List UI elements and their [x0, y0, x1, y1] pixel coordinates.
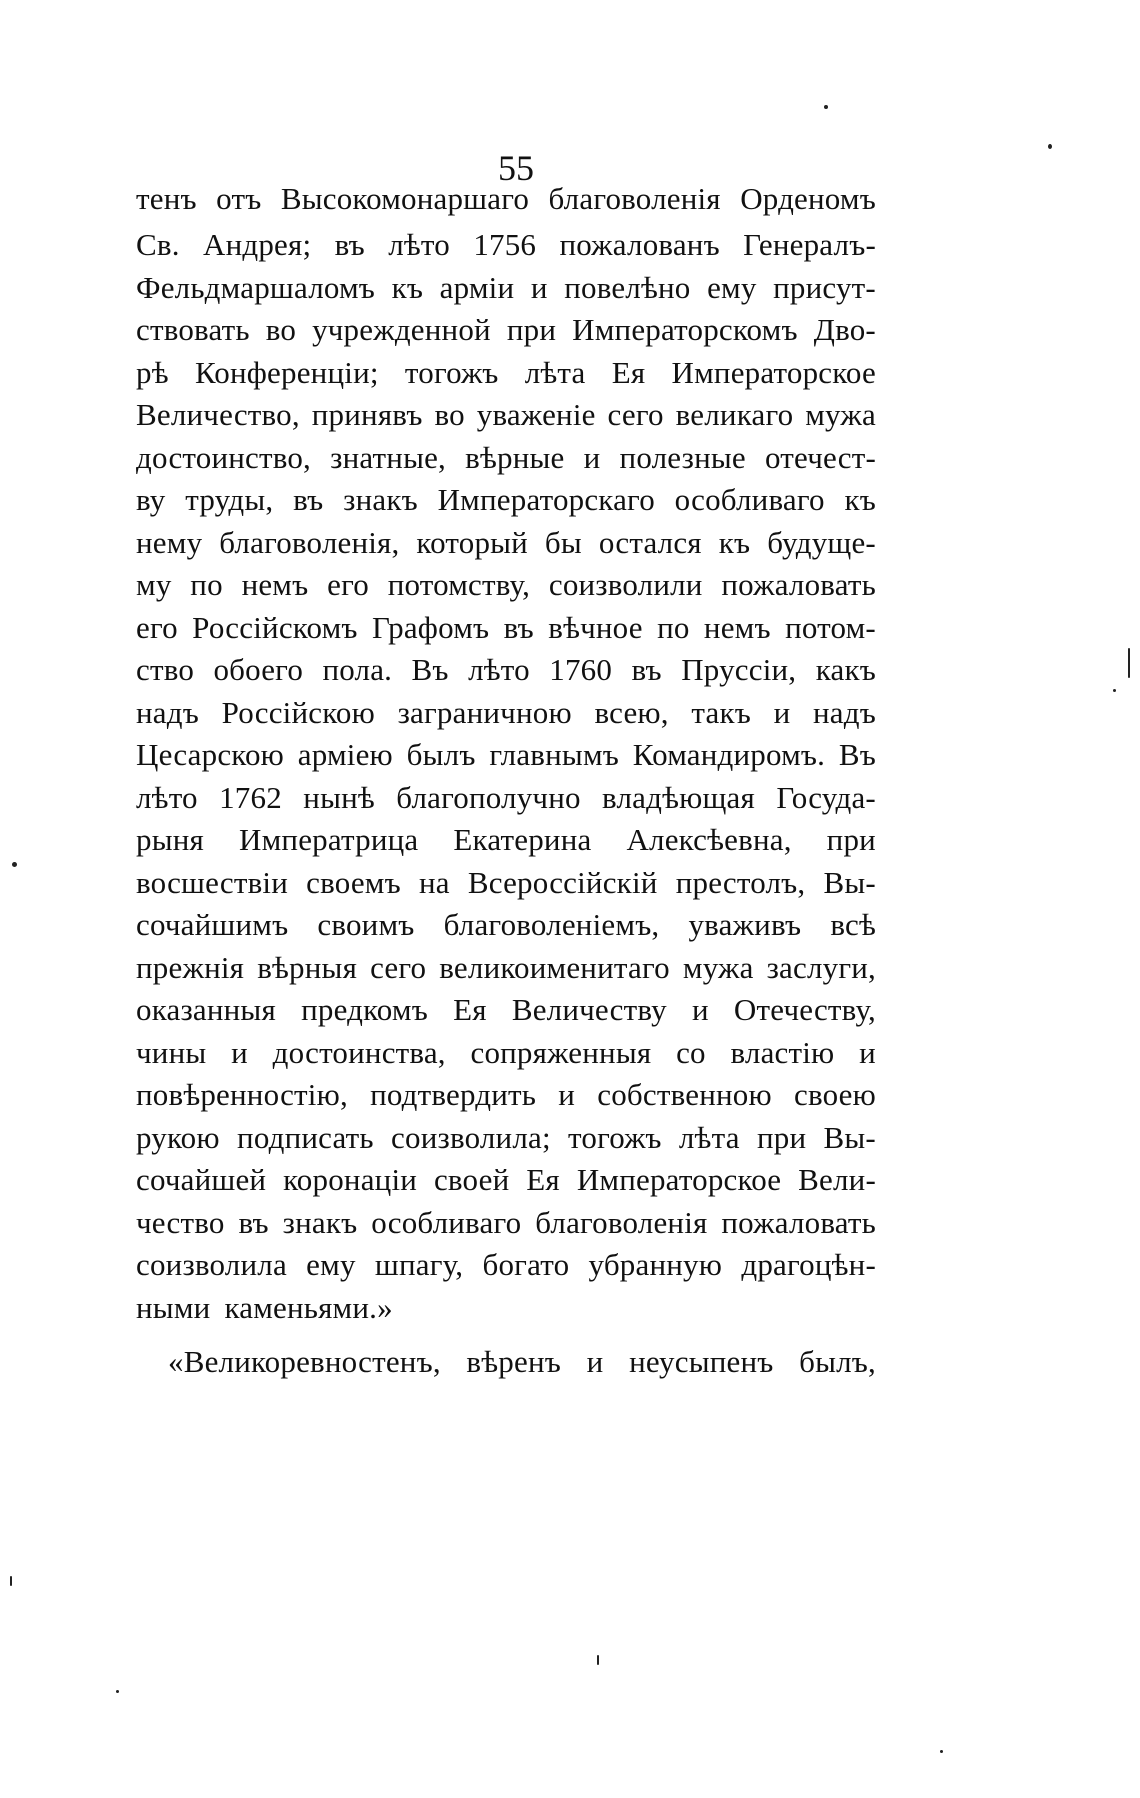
word: Конференціи;	[194, 355, 379, 390]
word: достоинство,	[136, 440, 312, 475]
word: престолъ,	[675, 865, 806, 900]
word: особливаго	[371, 1205, 522, 1240]
word: своей	[433, 1162, 510, 1197]
text-line	[136, 393, 876, 437]
word: къ	[844, 482, 876, 517]
word: владѣющая	[602, 780, 755, 815]
word: ными	[136, 1290, 211, 1325]
word: въ	[293, 482, 324, 517]
word: Госуда-	[776, 780, 876, 815]
word: благоволенія	[548, 181, 721, 216]
word: особливаго	[674, 482, 825, 517]
word: соизволили	[548, 567, 703, 602]
word: соизволила;	[391, 1120, 551, 1155]
text-line	[136, 436, 876, 480]
word: прежнія	[136, 950, 245, 985]
word: ву	[136, 482, 166, 517]
word: своемъ	[306, 865, 401, 900]
word: Высокомонаршаго	[280, 181, 530, 216]
word: благоволеніемъ,	[443, 907, 660, 942]
word: къ	[391, 270, 424, 305]
word: отъ	[216, 181, 262, 216]
word: убранную	[588, 1247, 723, 1282]
text-line	[136, 946, 876, 990]
word: лѣто	[468, 652, 530, 687]
word: Всероссійскій	[467, 865, 658, 900]
word: лѣта	[678, 1120, 740, 1155]
word: благоволенія,	[219, 525, 400, 560]
text-line	[136, 223, 876, 267]
word: тогожъ	[404, 355, 499, 390]
word: и	[583, 440, 601, 475]
word: который	[416, 525, 528, 560]
word: на	[418, 865, 450, 900]
word: Величество,	[136, 397, 300, 432]
word: Ея	[526, 1162, 560, 1197]
text-line	[136, 1201, 876, 1245]
word: Дво-	[813, 312, 876, 347]
word: повелѣно	[564, 270, 691, 305]
word: главнымъ	[489, 737, 619, 772]
word: немъ	[703, 610, 771, 645]
cropped-heading-fragment	[360, 0, 500, 2]
word: во	[434, 397, 465, 432]
word: надъ	[136, 695, 199, 730]
word: ство	[136, 652, 195, 687]
word: подписать	[237, 1120, 374, 1155]
word: Въ	[838, 737, 876, 772]
word: арміи	[439, 270, 515, 305]
word: лѣто	[388, 227, 450, 262]
text-line	[136, 1116, 876, 1160]
scan-speck	[10, 1576, 12, 1586]
word: бы	[544, 525, 582, 560]
scan-speck	[940, 1750, 943, 1753]
word: Величеству	[511, 992, 667, 1027]
text-line	[168, 1340, 876, 1384]
scan-speck	[1128, 648, 1130, 678]
text-line	[136, 351, 876, 395]
text-line	[136, 266, 876, 310]
word: властію	[730, 1035, 835, 1070]
word: какъ	[815, 652, 876, 687]
word: Графомъ	[371, 610, 490, 645]
word: Въ	[411, 652, 449, 687]
word: великоименитаго	[439, 950, 670, 985]
word: Орденомъ	[740, 181, 876, 216]
word: потом-	[785, 610, 876, 645]
word: полезные	[619, 440, 746, 475]
word: Вели-	[798, 1162, 876, 1197]
word: по	[657, 610, 690, 645]
word: чество	[136, 1205, 225, 1240]
text-line	[136, 478, 876, 522]
word: знакъ	[343, 482, 418, 517]
word: Вы-	[823, 865, 876, 900]
text-line	[136, 521, 876, 565]
word: знатные,	[330, 440, 447, 475]
word: Екатерина	[453, 822, 592, 857]
word: уваживъ	[688, 907, 802, 942]
word: своимъ	[317, 907, 415, 942]
word: надъ	[813, 695, 876, 730]
text-line	[136, 606, 876, 650]
word: вѣрные	[465, 440, 565, 475]
word: му	[136, 567, 172, 602]
word: по	[190, 567, 223, 602]
page-number: 55	[498, 148, 534, 188]
word: тенъ	[136, 181, 197, 216]
word: Ея	[611, 355, 646, 390]
word: своею	[794, 1077, 876, 1112]
word: и	[231, 1035, 248, 1070]
word: сочайшимъ	[136, 907, 289, 942]
word: будуще-	[767, 525, 876, 560]
word: пожалованъ	[559, 227, 720, 262]
word: знакъ	[282, 1205, 358, 1240]
word: мужа	[805, 397, 876, 432]
word: «Великоревностенъ,	[168, 1344, 441, 1379]
text-line	[136, 1031, 876, 1075]
word: и	[558, 1077, 576, 1112]
text-line	[136, 733, 876, 777]
word: соизволила	[136, 1247, 287, 1282]
word: учрежденной	[312, 312, 491, 347]
word: заграничною	[397, 695, 572, 730]
word: рыня	[136, 822, 204, 857]
word: вѣренъ	[466, 1344, 561, 1379]
word: лѣто	[136, 780, 198, 815]
word: ему	[707, 270, 757, 305]
word: богато	[482, 1247, 570, 1282]
word: пола.	[322, 652, 393, 687]
word: Алексѣевна,	[626, 822, 792, 857]
word: и	[859, 1035, 876, 1070]
word: немъ	[241, 567, 309, 602]
word: всею,	[594, 695, 669, 730]
word: нему	[136, 525, 203, 560]
scan-speck	[1048, 144, 1052, 149]
word: арміею	[297, 737, 393, 772]
word: къ	[718, 525, 751, 560]
word: восшествіи	[136, 865, 289, 900]
word: заслуги,	[766, 950, 876, 985]
word: его	[136, 610, 178, 645]
word: Императорскаго	[437, 482, 655, 517]
text-line	[136, 177, 876, 221]
word: благоволенія	[535, 1205, 708, 1240]
text-line	[136, 1158, 876, 1202]
word: принявъ	[311, 397, 423, 432]
word: сего	[370, 950, 427, 985]
word: былъ,	[799, 1344, 876, 1379]
word: собственною	[597, 1077, 772, 1112]
text-line	[136, 776, 876, 820]
word: повѣренностію,	[136, 1077, 348, 1112]
word: Императрица	[239, 822, 419, 857]
word: въ	[503, 610, 534, 645]
word: и	[530, 270, 548, 305]
word: всѣ	[830, 907, 876, 942]
word: и	[586, 1344, 604, 1379]
word: присут-	[773, 270, 876, 305]
word: пожаловать	[721, 567, 876, 602]
word: въ	[334, 227, 365, 262]
word: благополучно	[396, 780, 581, 815]
scan-speck	[12, 862, 17, 867]
text-line	[136, 648, 876, 692]
word: въ	[631, 652, 662, 687]
word: при	[826, 822, 876, 857]
scan-speck	[597, 1655, 599, 1665]
word: во	[265, 312, 297, 347]
word: Россійскою	[221, 695, 375, 730]
word: Св.	[136, 227, 180, 262]
word: пожаловать	[721, 1205, 876, 1240]
word: 1762	[219, 780, 282, 815]
word: каменьями.»	[224, 1290, 393, 1325]
word: ему	[306, 1247, 356, 1282]
word: неусыпенъ	[629, 1344, 774, 1379]
text-line	[136, 1073, 876, 1117]
scan-speck	[1113, 689, 1116, 692]
word: Цесарскою	[136, 737, 285, 772]
word: остался	[598, 525, 702, 560]
word: рѣ	[136, 355, 169, 390]
word: Фельдмаршаломъ	[136, 270, 376, 305]
word: подтвердить	[370, 1077, 537, 1112]
text-line	[136, 1286, 876, 1330]
word: чины	[136, 1035, 207, 1070]
word: нынѣ	[303, 780, 375, 815]
word: былъ	[406, 737, 476, 772]
word: Пруссіи,	[681, 652, 797, 687]
word: сопряженныя	[470, 1035, 652, 1070]
scan-speck	[116, 1690, 119, 1693]
word: вѣрныя	[257, 950, 358, 985]
word: въ	[238, 1205, 269, 1240]
word: лѣта	[524, 355, 586, 390]
word: Россійскомъ	[192, 610, 358, 645]
word: Императорскомъ	[572, 312, 798, 347]
word: при	[506, 312, 557, 347]
word: шпагу,	[374, 1247, 464, 1282]
word: потомству,	[387, 567, 531, 602]
text-line	[136, 818, 876, 862]
word: сего	[607, 397, 664, 432]
word: Императорское	[671, 355, 876, 390]
word: коронаціи	[283, 1162, 418, 1197]
text-line	[136, 691, 876, 735]
word: вѣчное	[548, 610, 643, 645]
word: Командиромъ.	[632, 737, 826, 772]
word: Отечеству,	[733, 992, 876, 1027]
word: со	[676, 1035, 706, 1070]
word: его	[327, 567, 369, 602]
word: уваженіе	[476, 397, 596, 432]
word: великаго	[675, 397, 794, 432]
text-line	[136, 861, 876, 905]
word: 1756	[473, 227, 537, 262]
word: предкомъ	[301, 992, 428, 1027]
word: при	[756, 1120, 807, 1155]
word: Вы-	[823, 1120, 876, 1155]
word: и	[773, 695, 791, 730]
text-line	[136, 563, 876, 607]
word: Генералъ-	[743, 227, 876, 262]
word: и	[691, 992, 709, 1027]
word: Императорское	[576, 1162, 782, 1197]
text-line	[136, 1243, 876, 1287]
word: достоинства,	[272, 1035, 446, 1070]
text-line	[136, 903, 876, 947]
word: Андрея;	[203, 227, 312, 262]
text-line	[136, 308, 876, 352]
word: Ея	[453, 992, 487, 1027]
word: ствовать	[136, 312, 250, 347]
word: рукою	[136, 1120, 220, 1155]
word: 1760	[549, 652, 613, 687]
word: тогожъ	[568, 1120, 662, 1155]
word: мужа	[682, 950, 754, 985]
scan-speck	[824, 105, 828, 109]
word: труды,	[185, 482, 274, 517]
word: сочайшей	[136, 1162, 267, 1197]
word: оказанныя	[136, 992, 276, 1027]
word: отечест-	[764, 440, 876, 475]
word: драгоцѣн-	[741, 1247, 876, 1282]
word: такъ	[691, 695, 751, 730]
text-line	[136, 988, 876, 1032]
word: обоего	[213, 652, 304, 687]
